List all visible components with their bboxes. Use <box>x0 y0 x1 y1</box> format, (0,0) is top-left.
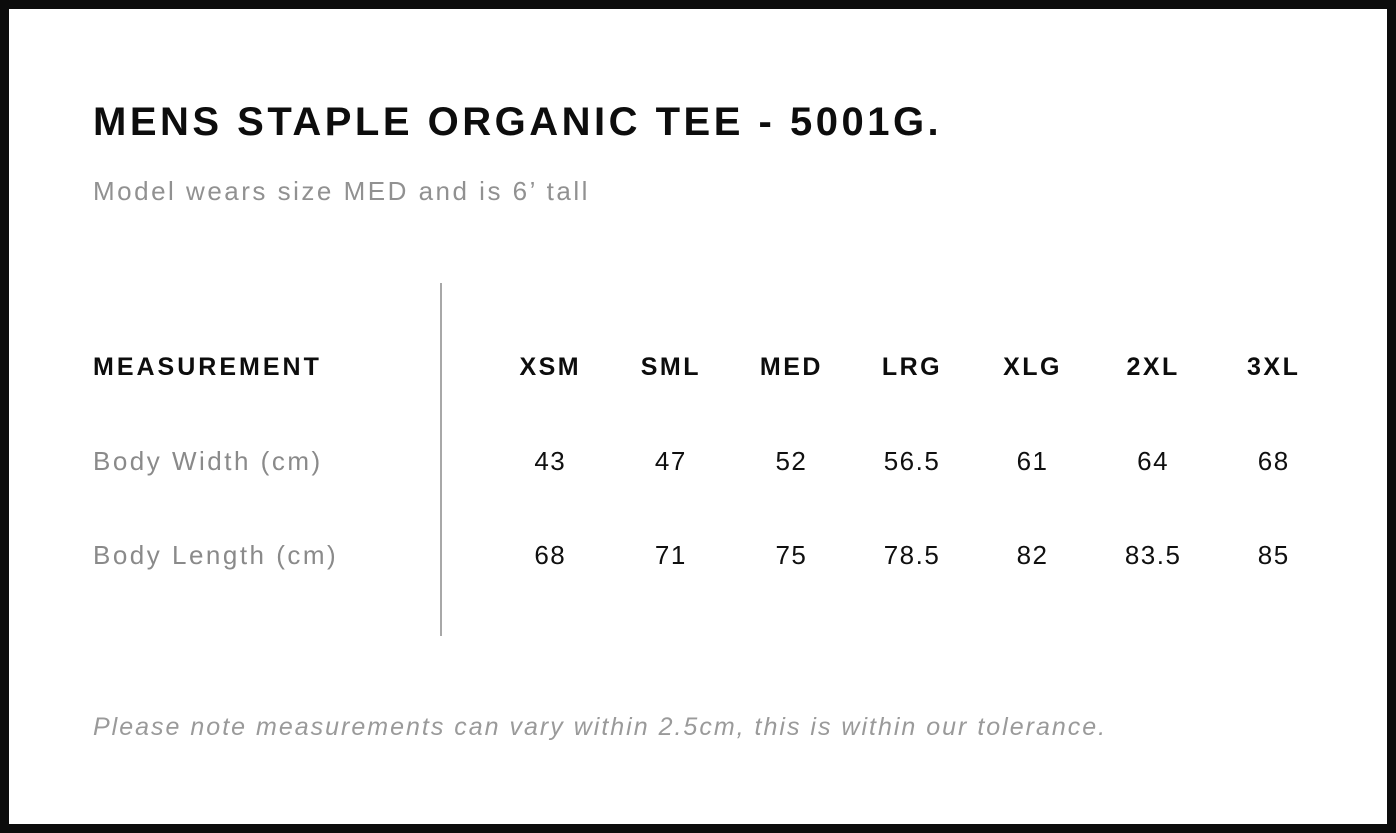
body-width-row <box>93 414 1334 508</box>
column-header-sml: SML <box>640 352 701 381</box>
measurement-column-divider <box>440 283 442 636</box>
column-header-xlg: XLG <box>1003 352 1063 381</box>
body-width-values <box>490 446 1334 477</box>
column-header-xsm: XSM <box>519 352 582 381</box>
size-value-cell: 78.5 <box>883 539 941 570</box>
body-length-row <box>93 508 1334 602</box>
row-label-body-width: Body Width (cm) <box>93 445 323 476</box>
size-value-cell: 64 <box>1137 445 1170 476</box>
model-size-subtitle: Model wears size MED and is 6’ tall <box>93 176 590 206</box>
size-value-cell: 68 <box>534 539 567 570</box>
column-header-3xl: 3XL <box>1247 352 1301 381</box>
column-header-lrg: LRG <box>881 352 943 381</box>
size-value-cell: 68 <box>1257 445 1290 476</box>
page-title: MENS STAPLE ORGANIC TEE - 5001G. <box>93 100 943 144</box>
size-column-headers <box>490 353 1334 382</box>
column-header-med: MED <box>759 352 823 381</box>
column-header-2xl: 2XL <box>1126 352 1180 381</box>
size-chart-table <box>93 283 1334 636</box>
measurement-column-header: MEASUREMENT <box>93 352 322 381</box>
row-label-body-length: Body Length (cm) <box>93 539 339 570</box>
size-value-cell: 47 <box>654 445 687 476</box>
size-value-cell: 82 <box>1016 539 1049 570</box>
tolerance-note: Please note measurements can vary within 2.5cm, this is within our tolerance. <box>93 713 1108 742</box>
size-value-cell: 61 <box>1016 445 1049 476</box>
size-chart-header-row <box>93 320 1334 414</box>
size-value-cell: 85 <box>1257 539 1290 570</box>
size-value-cell: 56.5 <box>883 445 941 476</box>
body-length-values <box>490 540 1334 571</box>
size-value-cell: 83.5 <box>1124 539 1182 570</box>
size-value-cell: 43 <box>534 445 567 476</box>
size-value-cell: 71 <box>654 539 687 570</box>
size-value-cell: 75 <box>775 539 808 570</box>
size-value-cell: 52 <box>775 445 808 476</box>
